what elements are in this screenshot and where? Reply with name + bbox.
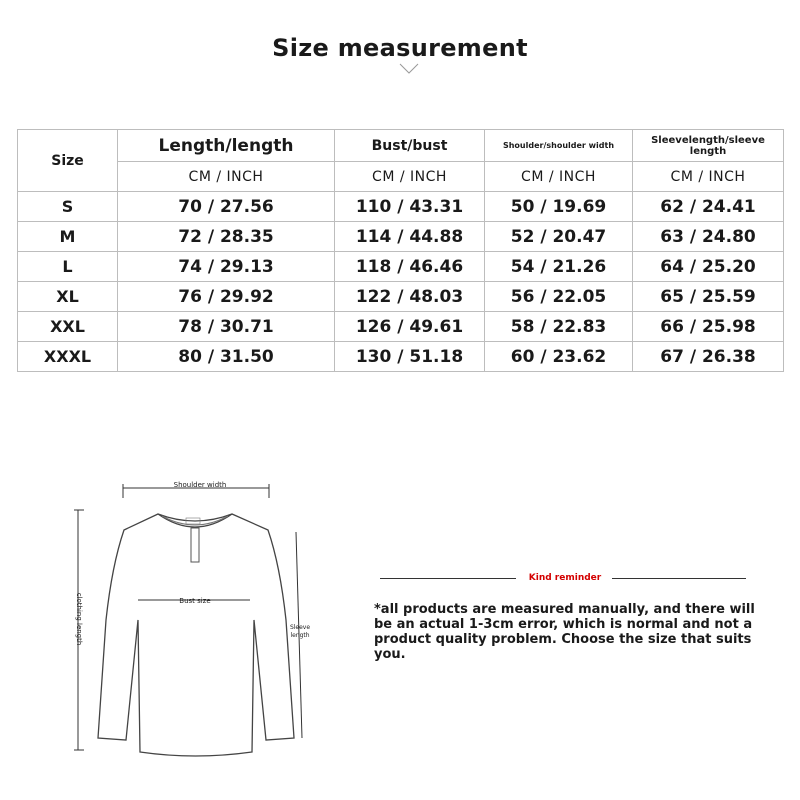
bust-cell: 122 / 48.03	[335, 282, 485, 312]
length-cell: 74 / 29.13	[118, 252, 335, 282]
bust-cell: 118 / 46.46	[335, 252, 485, 282]
size-chart-table	[17, 129, 784, 372]
shoulder-cell: 60 / 23.62	[485, 342, 633, 372]
shoulder-cell: 52 / 20.47	[485, 222, 633, 252]
shoulder-cell: 54 / 21.26	[485, 252, 633, 282]
unit-cell: CM / INCH	[118, 162, 335, 192]
size-column-header: Size	[18, 130, 118, 192]
length-cell: 78 / 30.71	[118, 312, 335, 342]
reminder-title: Kind reminder	[528, 573, 602, 583]
bust-cell: 130 / 51.18	[335, 342, 485, 372]
shirt-outline-icon	[40, 470, 340, 770]
clothing-length-label: clothing length	[75, 592, 83, 646]
bust-cell: 114 / 44.88	[335, 222, 485, 252]
unit-cell: CM / INCH	[485, 162, 633, 192]
shoulder-width-label: Shoulder width	[173, 481, 227, 489]
size-cell: S	[18, 192, 118, 222]
sleeve-cell: 65 / 25.59	[633, 282, 784, 312]
bust-cell: 110 / 43.31	[335, 192, 485, 222]
garment-measurement-diagram	[40, 470, 340, 770]
size-cell: XXXL	[18, 342, 118, 372]
shoulder-cell: 50 / 19.69	[485, 192, 633, 222]
shoulder-cell: 58 / 22.83	[485, 312, 633, 342]
sleeve-cell: 62 / 24.41	[633, 192, 784, 222]
table-row	[18, 342, 784, 372]
sleeve-cell: 67 / 26.38	[633, 342, 784, 372]
sleeve-cell: 63 / 24.80	[633, 222, 784, 252]
length-column-header: Length/length	[118, 130, 335, 162]
sleeve-column-header: Sleevelength/sleeve length	[633, 130, 784, 162]
bust-size-label: Bust size	[179, 597, 211, 605]
size-cell: M	[18, 222, 118, 252]
table-header-row	[18, 130, 784, 162]
table-unit-row	[18, 162, 784, 192]
bust-column-header: Bust/bust	[335, 130, 485, 162]
reminder-divider-right	[612, 578, 746, 579]
page-title: Size measurement	[272, 34, 528, 62]
length-cell: 76 / 29.92	[118, 282, 335, 312]
unit-cell: CM / INCH	[335, 162, 485, 192]
shoulder-cell: 56 / 22.05	[485, 282, 633, 312]
table-row	[18, 192, 784, 222]
table-row	[18, 252, 784, 282]
sleeve-length-label: Sleeve length	[289, 624, 311, 639]
shoulder-column-header: Shoulder/shoulder width	[485, 130, 633, 162]
reminder-divider-left	[380, 578, 516, 579]
size-cell: L	[18, 252, 118, 282]
length-cell: 80 / 31.50	[118, 342, 335, 372]
reminder-text: *all products are measured manually, and there will be an actual 1-3cm error, which is normal and not a product quality problem. Choose the size that suits you.	[374, 602, 755, 662]
table-row	[18, 312, 784, 342]
length-cell: 70 / 27.56	[118, 192, 335, 222]
size-cell: XL	[18, 282, 118, 312]
unit-cell: CM / INCH	[633, 162, 784, 192]
table-row	[18, 222, 784, 252]
table-row	[18, 282, 784, 312]
bust-cell: 126 / 49.61	[335, 312, 485, 342]
length-cell: 72 / 28.35	[118, 222, 335, 252]
sleeve-cell: 66 / 25.98	[633, 312, 784, 342]
chevron-down-icon	[398, 62, 420, 76]
size-cell: XXL	[18, 312, 118, 342]
sleeve-cell: 64 / 25.20	[633, 252, 784, 282]
